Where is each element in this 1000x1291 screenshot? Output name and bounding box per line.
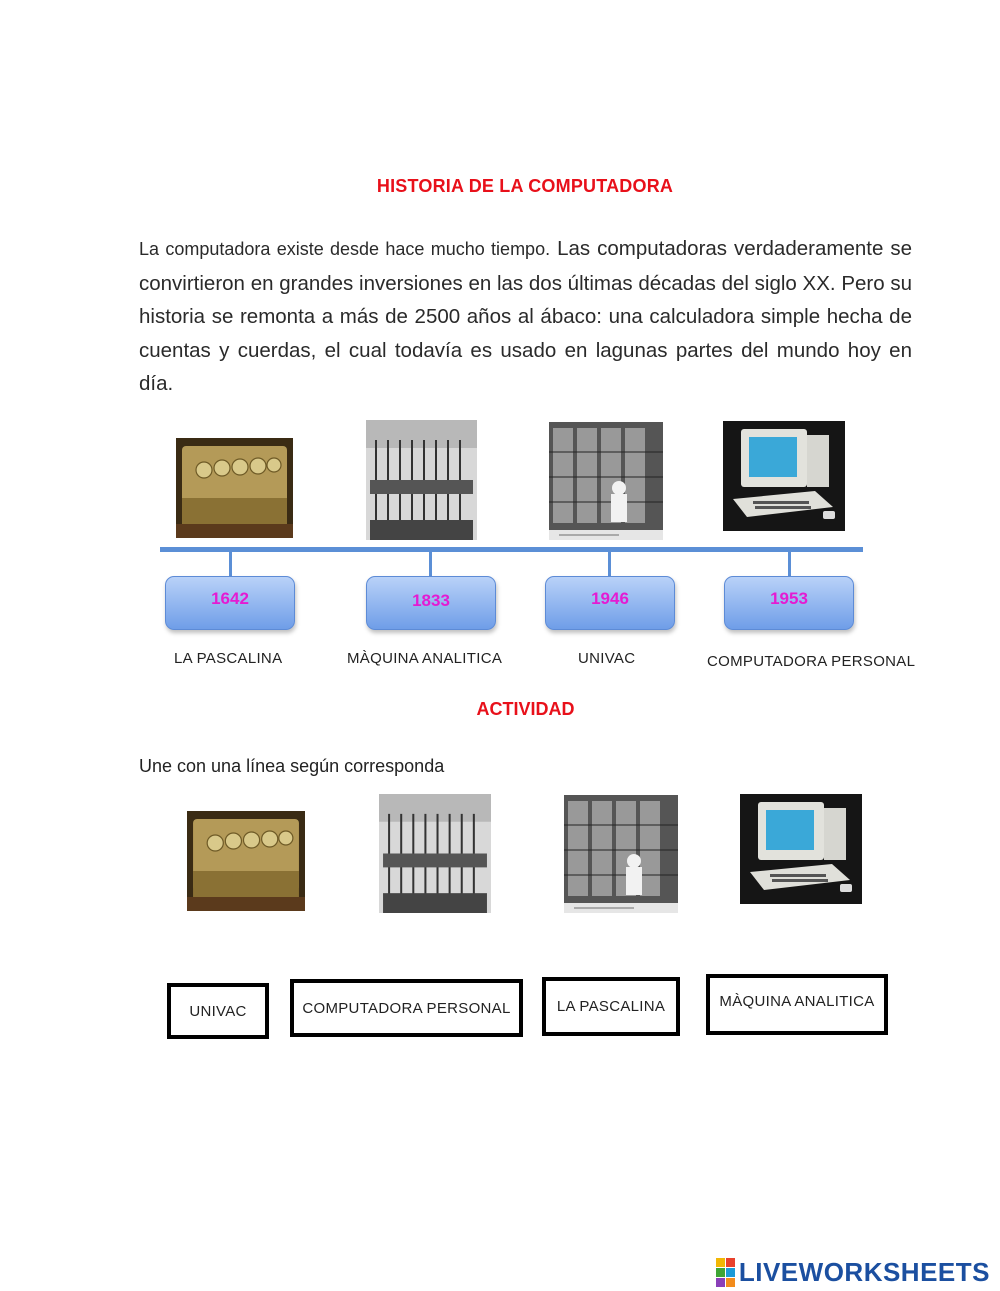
logo-square: [716, 1268, 725, 1277]
year-box-1946: [545, 576, 675, 630]
analytical-engine-photo: [366, 420, 477, 540]
activity-pascalina-photo[interactable]: [187, 811, 305, 911]
timeline-tick: [788, 551, 791, 576]
activity-analytical-engine-photo[interactable]: [379, 794, 491, 913]
personal-computer-photo: [723, 421, 845, 531]
answer-box-computadora-personal[interactable]: COMPUTADORA PERSONAL: [290, 979, 523, 1037]
timeline-label: COMPUTADORA PERSONAL: [707, 653, 916, 670]
pascalina-photo: [176, 438, 293, 538]
intro-rest: Las computadoras verdaderamente se convirtieron en grandes inversiones en las dos últimas décadas del siglo XX. Pero su historia se remonta a más de 2500 años al ábaco: una calculadora simple hecha de cuentas y cuerdas, el cual todavía es usado en lagunas partes del mundo hoy en día.: [139, 237, 912, 395]
timeline-tick: [608, 551, 611, 576]
answer-box-univac[interactable]: UNIVAC: [167, 983, 269, 1039]
logo-square: [726, 1258, 735, 1267]
answer-box-maquina-analitica[interactable]: MÀQUINA ANALITICA: [706, 974, 888, 1035]
year-box-1833: [366, 576, 496, 630]
year-text: 1833: [412, 591, 450, 610]
logo-squares-icon: [716, 1258, 735, 1287]
univac-photo: [549, 422, 663, 540]
logo-square: [716, 1258, 725, 1267]
timeline-tick: [229, 551, 232, 576]
page-title: HISTORIA DE LA COMPUTADORA: [376, 176, 674, 196]
timeline-label: MÀQUINA ANALITICA: [347, 650, 503, 667]
answer-box-la-pascalina[interactable]: LA PASCALINA: [542, 977, 680, 1036]
activity-instruction: Une con una línea según corresponda: [139, 756, 445, 776]
year-box-1642: [165, 576, 295, 630]
intro-lead: La computadora existe desde hace mucho tiempo.: [139, 239, 551, 259]
activity-personal-computer-photo[interactable]: [740, 794, 862, 904]
logo-square: [726, 1268, 735, 1277]
year-text: 1642: [211, 589, 249, 608]
logo-square: [716, 1278, 725, 1287]
activity-univac-photo[interactable]: [564, 795, 678, 913]
timeline-label: UNIVAC: [578, 650, 636, 667]
logo-square: [726, 1278, 735, 1287]
logo-text: LIVEWORKSHEETS: [738, 1256, 990, 1287]
activity-heading: ACTIVIDAD: [476, 699, 575, 719]
liveworksheets-logo: [716, 1257, 990, 1287]
timeline-bar: [160, 547, 863, 552]
year-text: 1946: [591, 589, 629, 608]
intro-paragraph: [139, 232, 912, 401]
year-text: 1953: [770, 589, 808, 608]
year-box-1953: [724, 576, 854, 630]
timeline-tick: [429, 551, 432, 576]
timeline-label: LA PASCALINA: [174, 650, 283, 667]
